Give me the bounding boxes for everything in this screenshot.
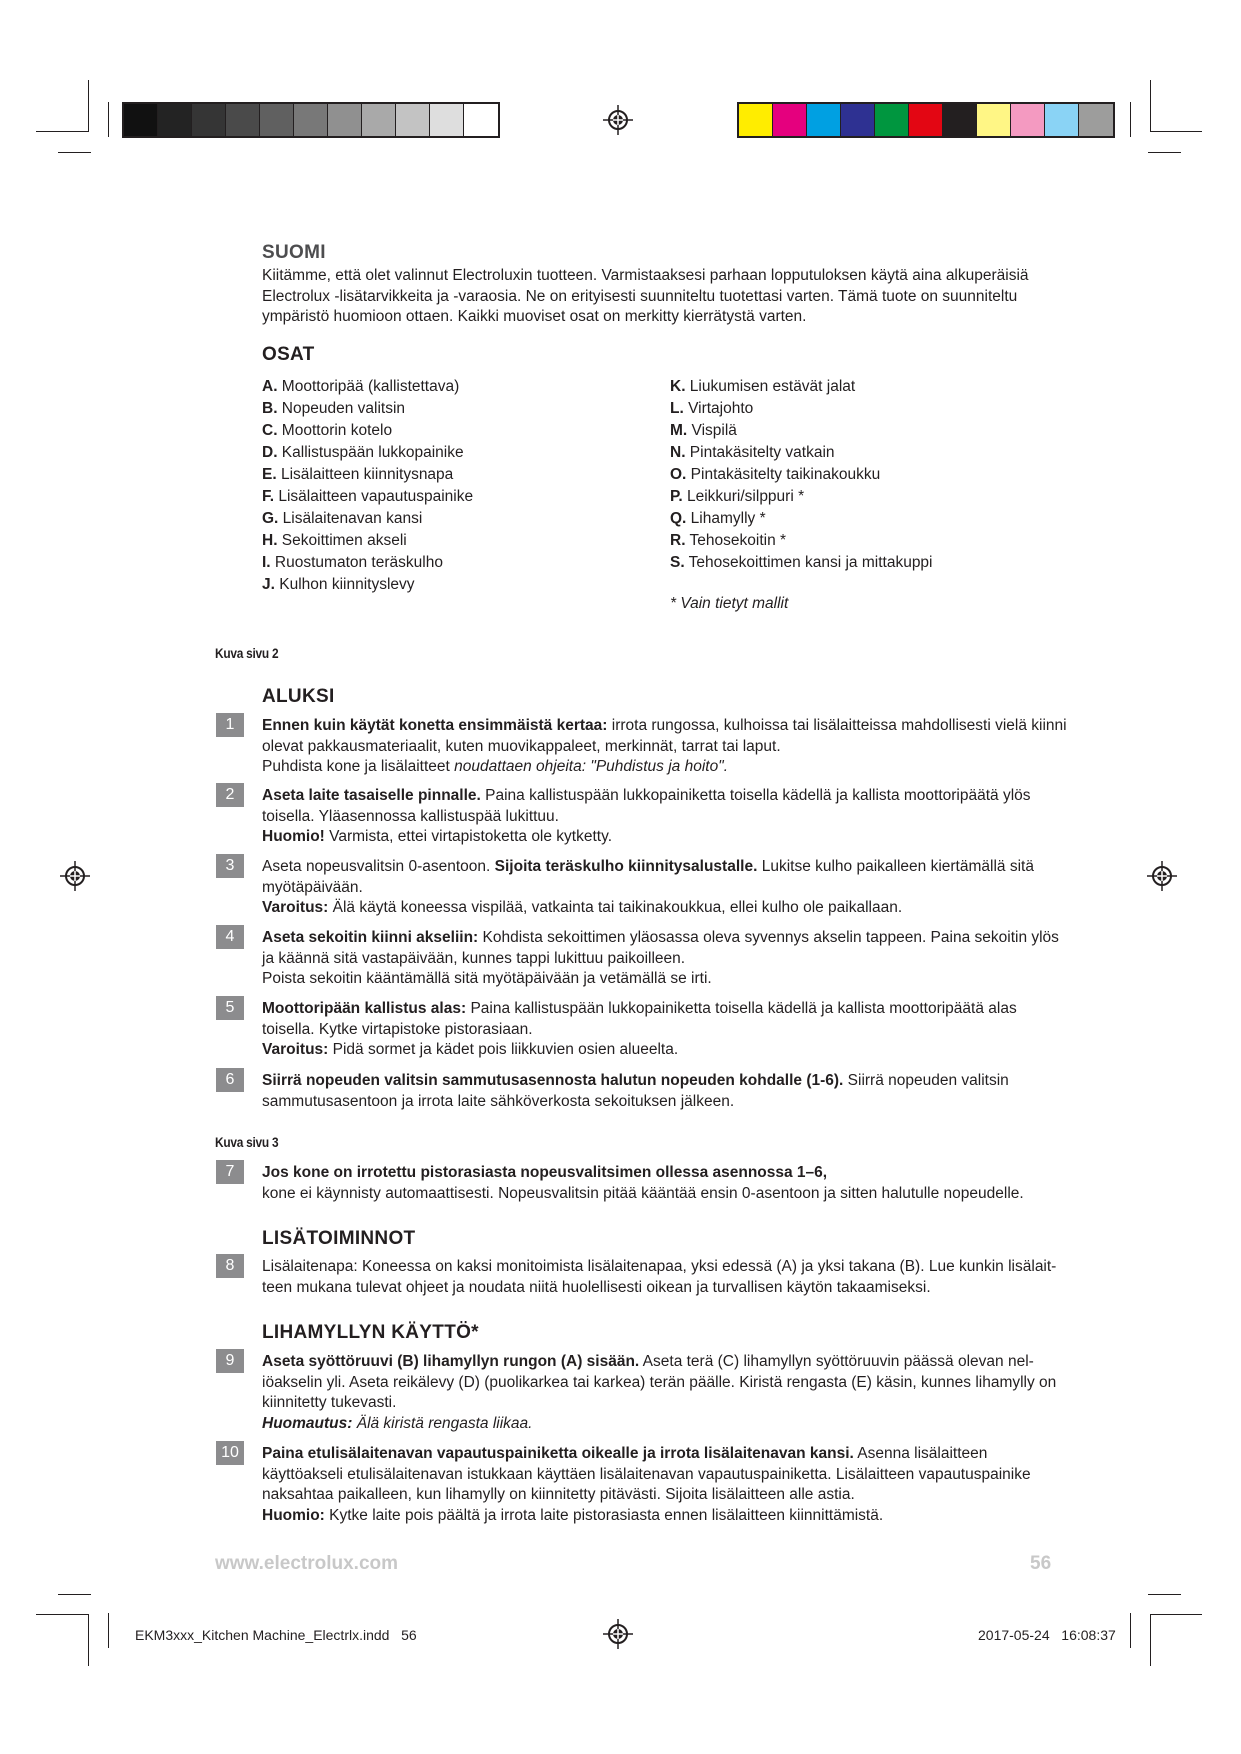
color-swatch xyxy=(294,104,328,136)
crop-mark xyxy=(1150,1614,1202,1615)
step-10-text: Paina etulisälaitenavan vapautuspainiketta oikealle ja irrota lisälaitenavan kansi. Asenna lisälaitteen käyttöakseli etulisälaitenavan istukkaan käyttäen lisälaitenavan vapautuspainiketta. Lisälaitteen vapautuspainike naksahtaa paikalleen, kun lihamylly on kiinnitetty pitävästi. Sijoita lisälaitteen alle astia. Huomio: Kytke laite pois päältä ja irrota laite pistorasiasta ennen lisälaitteen kiinnittämistä. xyxy=(262,1445,1031,1524)
part-label: Virtajohto xyxy=(683,400,754,417)
step-number: 2 xyxy=(216,783,244,807)
footer-url: www.electrolux.com xyxy=(215,1553,399,1574)
color-swatch xyxy=(192,104,226,136)
step-7-text: Jos kone on irrotettu pistorasiasta nopeusvalitsimen ollessa asennossa 1–6, kone ei käynnisty automaattisesti. Nopeusvalitsin pitää kääntää ensin 0-asentoon ja sitten halutulle nopeudelle. xyxy=(262,1164,1024,1202)
part-letter: F. xyxy=(262,488,275,505)
crop-mark xyxy=(1148,152,1181,153)
parts-heading: OSAT xyxy=(262,344,315,365)
step-number: 7 xyxy=(216,1160,244,1184)
part-label: Kulhon kiinnityslevy xyxy=(274,576,415,593)
part-label: Lihamylly * xyxy=(686,510,766,527)
step-number: 8 xyxy=(216,1254,244,1278)
lihamylly-heading: LIHAMYLLYN KÄYTTÖ* xyxy=(262,1322,479,1343)
crop-mark xyxy=(1150,80,1151,132)
color-swatch xyxy=(943,104,977,136)
part-label: Nopeuden valitsin xyxy=(277,400,406,417)
part-letter: O. xyxy=(670,466,687,483)
part-letter: Q. xyxy=(670,510,687,527)
part-letter: D. xyxy=(262,444,278,461)
step-9-text: Aseta syöttöruuvi (B) lihamyllyn rungon (A) sisään. Aseta terä (C) lihamyllyn syöttöruuvin päässä olevan nel-iöakselin yli. Aseta reikälevy (D) (puolikarkea tai karkea) terän päälle. Kiristä rengasta (E) käsin, kunnes lihamylly on kiinnitetty tukevasti. Huomautus: Älä kiristä rengasta liikaa. xyxy=(262,1353,1057,1432)
color-swatch xyxy=(739,104,773,136)
part-label: Tehosekoittimen kansi ja mittakuppi xyxy=(684,554,933,571)
crop-mark xyxy=(58,152,91,153)
part-label: Leikkuri/silppuri * xyxy=(682,488,805,505)
parts-list-left xyxy=(262,376,473,596)
part-letter: H. xyxy=(262,532,278,549)
color-swatch xyxy=(1011,104,1045,136)
crop-mark xyxy=(108,1613,109,1648)
color-swatch xyxy=(875,104,909,136)
step-number: 1 xyxy=(216,713,244,737)
color-swatch xyxy=(158,104,192,136)
color-swatch xyxy=(226,104,260,136)
figure-reference: Kuva sivu 3 xyxy=(215,1134,279,1150)
part-letter: A. xyxy=(262,378,278,395)
parts-footnote: * Vain tietyt mallit xyxy=(670,595,789,612)
step-2-text: Aseta laite tasaiselle pinnalle. Paina kallistuspään lukkopainiketta toisella kädellä ja kallista moottoripäätä ylös toisella. Yläasennossa kallistuspää lukittuu. Huomio! Varmista, ettei virtapistoketta ole kytketty. xyxy=(262,787,1031,845)
registration-mark-icon xyxy=(603,105,633,135)
color-swatch xyxy=(1079,104,1113,136)
step-number: 6 xyxy=(216,1068,244,1092)
color-swatch xyxy=(977,104,1011,136)
part-letter: G. xyxy=(262,510,279,527)
parts-list-item xyxy=(262,464,473,486)
step-3-text: Aseta nopeusvalitsin 0-asentoon. Sijoita teräskulho kiinnitysalustalle. Lukitse kulho paikalleen kiertämällä sitä myötäpäivään. Varoitus: Älä käytä koneessa vispilää, vatkainta tai taikinakoukkua, ellei kulho ole paikallaan. xyxy=(262,858,1034,916)
parts-list-item xyxy=(262,420,473,442)
parts-list-item xyxy=(262,486,473,508)
parts-list-item xyxy=(262,552,473,574)
part-label: Pintakäsitelty vatkain xyxy=(685,444,835,461)
crop-mark xyxy=(1148,1594,1181,1595)
parts-list-item xyxy=(262,442,473,464)
aluksi-heading: ALUKSI xyxy=(262,686,335,707)
step-8-text: Lisälaitenapa: Koneessa on kaksi monitoimista lisälaitenapaa, yksi edessä (A) ja yksi takana (B). Lue kunkin lisälait-teen mukana tulevat ohjeet ja noudata niitä huolellisesti oikean ja turvallisen käytön takaamiseksi. xyxy=(262,1258,1057,1296)
parts-list-item xyxy=(670,420,933,442)
crop-mark xyxy=(1130,102,1131,137)
parts-list-item xyxy=(670,486,933,508)
color-swatch xyxy=(841,104,875,136)
print-slug-file: EKM3xxx_Kitchen Machine_Electrlx.indd 56 xyxy=(135,1627,417,1643)
figure-reference: Kuva sivu 2 xyxy=(215,645,279,661)
part-label: Ruostumaton teräskulho xyxy=(270,554,443,571)
step-number: 10 xyxy=(216,1441,244,1465)
grayscale-color-bar xyxy=(122,102,500,138)
intro-paragraph: Kiitämme, että olet valinnut Electroluxin tuotteen. Varmistaaksesi parhaan lopputuloksen käytä aina alkuperäisiä Electrolux -lisätarvikkeita ja -varaosia. Ne on erityisesti suunniteltu tuotettasi varten. Tämä tuote on suunniteltu ympäristö huomioon ottaen. Kaikki muoviset osat on merkitty kierrätystä varten. xyxy=(262,267,1029,325)
crop-mark xyxy=(1150,131,1202,132)
registration-mark-icon xyxy=(603,1619,633,1649)
color-swatch xyxy=(396,104,430,136)
parts-list-item xyxy=(262,508,473,530)
registration-mark-icon xyxy=(60,861,90,891)
step-number: 3 xyxy=(216,854,244,878)
color-swatch xyxy=(362,104,396,136)
step-5-text: Moottoripään kallistus alas: Paina kallistuspään lukkopainiketta toisella kädellä ja kallista moottoripäätä alas toisella. Kytke virtapistoke pistorasiaan. Varoitus: Pidä sormet ja kädet pois liikkuvien osien alueelta. xyxy=(262,1000,1017,1058)
parts-list-item xyxy=(670,508,933,530)
process-color-bar xyxy=(737,102,1115,138)
part-letter: C. xyxy=(262,422,278,439)
step-6-text: Siirrä nopeuden valitsin sammutusasennosta halutun nopeuden kohdalle (1-6). Siirrä nopeuden valitsin sammutusasentoon ja irrota laite sähköverkosta sekoituksen jälkeen. xyxy=(262,1072,1009,1110)
part-letter: L. xyxy=(670,400,684,417)
part-letter: S. xyxy=(670,554,685,571)
print-slug-date: 2017-05-24 16:08:37 xyxy=(978,1627,1116,1643)
crop-mark xyxy=(108,102,109,137)
part-label: Sekoittimen akseli xyxy=(277,532,407,549)
parts-list-item xyxy=(670,552,933,574)
part-label: Lisälaitteen vapautuspainike xyxy=(274,488,474,505)
part-letter: N. xyxy=(670,444,686,461)
part-label: Vispilä xyxy=(687,422,737,439)
page-number: 56 xyxy=(1030,1553,1052,1574)
color-swatch xyxy=(430,104,464,136)
part-letter: R. xyxy=(670,532,686,549)
parts-list-item xyxy=(262,376,473,398)
parts-list-item xyxy=(262,530,473,552)
parts-list-item xyxy=(670,376,933,398)
parts-list-item xyxy=(670,464,933,486)
parts-list-item xyxy=(670,442,933,464)
registration-mark-icon xyxy=(1147,861,1177,891)
crop-mark xyxy=(36,1614,88,1615)
part-label: Liukumisen estävät jalat xyxy=(685,378,856,395)
step-number: 4 xyxy=(216,925,244,949)
part-label: Kallistuspään lukkopainike xyxy=(277,444,464,461)
crop-mark xyxy=(88,1614,89,1666)
crop-mark xyxy=(58,1594,91,1595)
crop-mark xyxy=(1130,1613,1131,1648)
crop-mark xyxy=(88,80,89,132)
part-label: Moottorin kotelo xyxy=(277,422,393,439)
color-swatch xyxy=(464,104,498,136)
part-label: Lisälaitteen kiinnitysnapa xyxy=(276,466,454,483)
parts-list-item xyxy=(670,530,933,552)
crop-mark xyxy=(1150,1614,1151,1666)
part-label: Moottoripää (kallistettava) xyxy=(277,378,460,395)
color-swatch xyxy=(773,104,807,136)
part-label: Pintakäsitelty taikinakoukku xyxy=(686,466,881,483)
parts-list-item xyxy=(262,574,473,596)
color-swatch xyxy=(1045,104,1079,136)
step-1-text: Ennen kuin käytät konetta ensimmäistä kertaa: irrota rungossa, kulhoissa tai lisälaitteissa mahdollisesti vielä kiinni olevat pakkausmateriaalit, kuten muovikappaleet, merkinnät, tarrat tai laput. Puhdista kone ja lisälaitteet noudattaen ohjeita: "Puhdistus ja hoito". xyxy=(262,717,1067,775)
part-letter: B. xyxy=(262,400,278,417)
color-swatch xyxy=(807,104,841,136)
language-heading: SUOMI xyxy=(262,242,326,263)
part-letter: I. xyxy=(262,554,271,571)
parts-list-item xyxy=(262,398,473,420)
step-number: 5 xyxy=(216,996,244,1020)
lisatoiminnot-heading: LISÄTOIMINNOT xyxy=(262,1228,416,1249)
part-label: Lisälaitenavan kansi xyxy=(278,510,423,527)
color-swatch xyxy=(124,104,158,136)
part-letter: E. xyxy=(262,466,277,483)
part-letter: J. xyxy=(262,576,275,593)
parts-list-item xyxy=(670,398,933,420)
part-label: Tehosekoitin * xyxy=(685,532,787,549)
part-letter: P. xyxy=(670,488,683,505)
part-letter: M. xyxy=(670,422,688,439)
step-4-text: Aseta sekoitin kiinni akseliin: Kohdista sekoittimen yläosassa oleva syvennys akselin tappeen. Paina sekoitin ylös ja käännä sitä vastapäivään, kunnes tappi lukittuu paikoilleen. Poista sekoitin kääntämällä sitä myötäpäivään ja vetämällä se irti. xyxy=(262,929,1059,987)
step-number: 9 xyxy=(216,1349,244,1373)
crop-mark xyxy=(36,131,88,132)
parts-list-right xyxy=(670,376,933,574)
color-swatch xyxy=(260,104,294,136)
color-swatch xyxy=(328,104,362,136)
part-letter: K. xyxy=(670,378,686,395)
color-swatch xyxy=(909,104,943,136)
